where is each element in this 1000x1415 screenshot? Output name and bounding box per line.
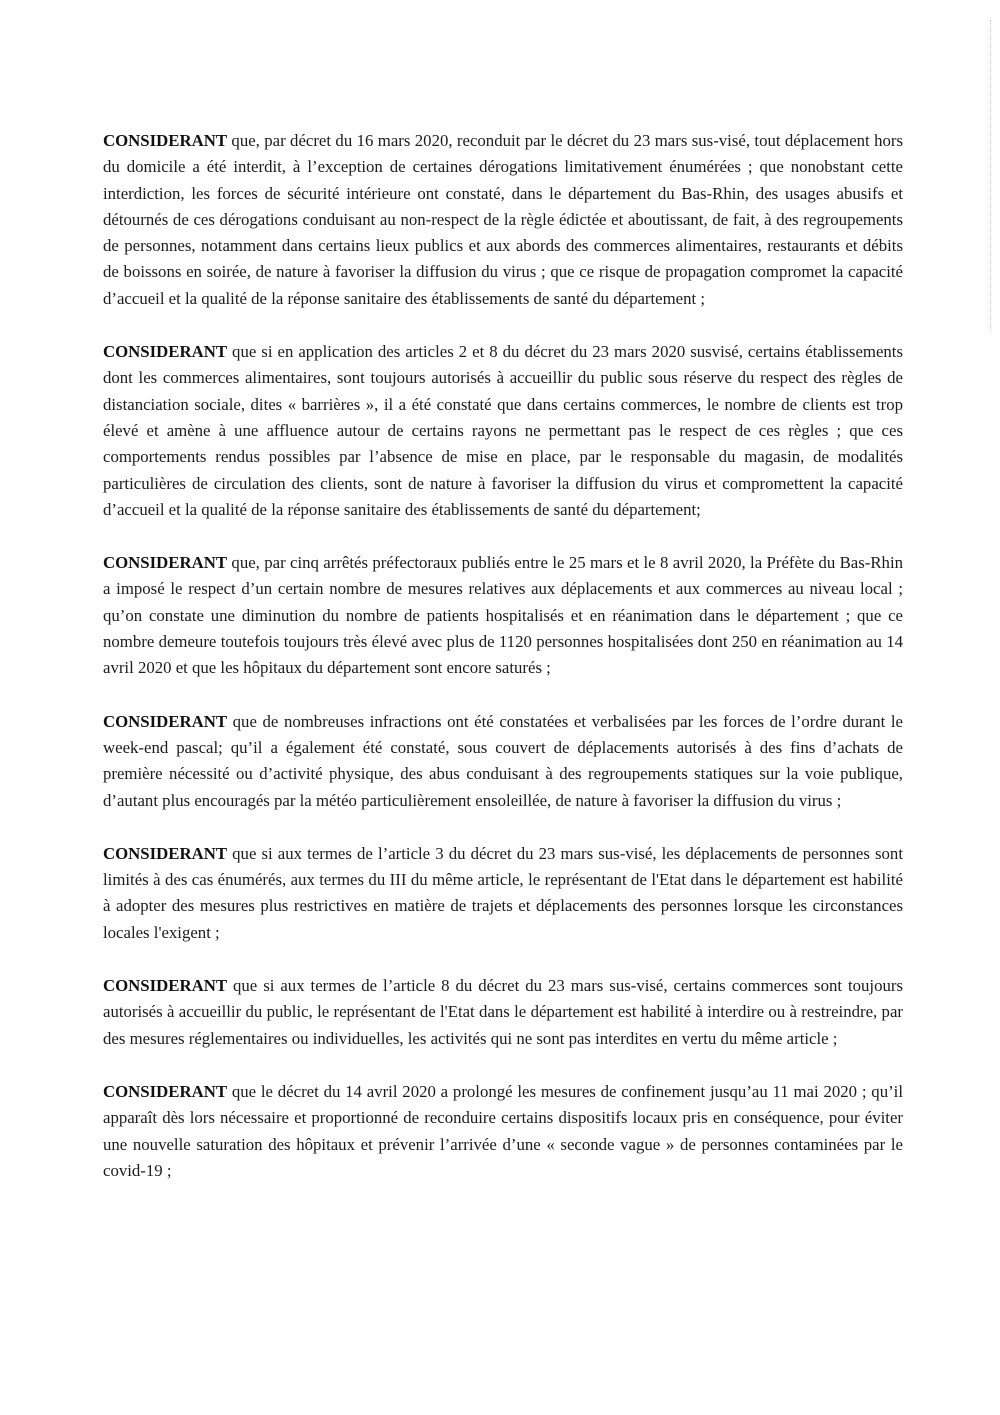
considerant-keyword: CONSIDERANT	[103, 1081, 228, 1101]
document-body	[103, 128, 903, 1211]
considerant-keyword: CONSIDERANT	[103, 843, 228, 863]
paragraph-text: que si en application des articles 2 et 8 du décret du 23 mars 2020 susvisé, certains établissements dont les commerces alimentaires, sont toujours autorisés à accueillir du public sous réserve du respect des règles de distanciation sociale, dites « barrières », il a été constaté que dans certains commerces, le nombre de clients est trop élevé et amène à une affluence autour de certains rayons ne permettant pas le respect de ces règles ; que ces comportements rendus possibles par l’absence de mise en place, par le responsable du magasin, de modalités particulières de circulation des clients, sont de nature à favoriser la diffusion du virus et compromettent la capacité d’accueil et la qualité de la réponse sanitaire des établissements de santé du département;	[103, 342, 903, 519]
paragraph-text: que, par cinq arrêtés préfectoraux publiés entre le 25 mars et le 8 avril 2020, la Préfète du Bas-Rhin a imposé le respect d’un certain nombre de mesures relatives aux déplacements et aux commerces au niveau local ; qu’on constate une diminution du nombre de patients hospitalisés et en réanimation dans le département ; que ce nombre demeure toutefois toujours très élevé avec plus de 1120 personnes hospitalisées dont 250 en réanimation au 14 avril 2020 et que les hôpitaux du département sont encore saturés ;	[103, 553, 903, 678]
paragraph-text: que le décret du 14 avril 2020 a prolongé les mesures de confinement jusqu’au 11 mai 2020 ; qu’il apparaît dès lors nécessaire et proportionné de reconduire certains dispositifs locaux pris en conséquence, pour éviter une nouvelle saturation des hôpitaux et prévenir l’arrivée d’une « seconde vague » de personnes contaminées par le covid-19 ;	[103, 1081, 903, 1180]
scan-edge-artifact	[990, 20, 992, 330]
paragraph-text: que, par décret du 16 mars 2020, reconduit par le décret du 23 mars sus-visé, tout déplacement hors du domicile a été interdit, à l’exception de certaines dérogations limitativement énumérées ; que nonobstant cette interdiction, les forces de sécurité intérieure ont constaté, dans le département du Bas-Rhin, des usages abusifs et détournés de ces dérogations conduisant au non-respect de la règle édictée et aboutissant, de fait, à des regroupements de personnes, notamment dans certains lieux publics et aux abords des commerces alimentaires, restaurants et débits de boissons en soirée, de nature à favoriser la diffusion du virus ; que ce risque de propagation compromet la capacité d’accueil et la qualité de la réponse sanitaire des établissements de santé du département ;	[103, 131, 903, 308]
considerant-keyword: CONSIDERANT	[103, 711, 228, 731]
paragraph-text: que si aux termes de l’article 3 du décret du 23 mars sus-visé, les déplacements de personnes sont limités à des cas énumérés, aux termes du III du même article, le représentant de l'Etat dans le département est habilité à adopter des mesures plus restrictives en matière de trajets et déplacements des personnes lorsque les circonstances locales l'exigent ;	[103, 843, 903, 942]
considerant-paragraph-3	[103, 550, 903, 681]
considerant-paragraph-5	[103, 841, 903, 946]
considerant-paragraph-1	[103, 128, 903, 312]
considerant-keyword: CONSIDERANT	[103, 976, 228, 996]
considerant-keyword: CONSIDERANT	[103, 553, 228, 573]
paragraph-text: que si aux termes de l’article 8 du décret du 23 mars sus-visé, certains commerces sont toujours autorisés à accueillir du public, le représentant de l'Etat dans le département est habilité à interdire ou à restreindre, par des mesures réglementaires ou individuelles, les activités qui ne sont pas interdites en vertu du même article ;	[103, 976, 903, 1048]
considerant-paragraph-4	[103, 709, 903, 814]
considerant-paragraph-6	[103, 973, 903, 1052]
considerant-paragraph-2	[103, 339, 903, 523]
considerant-keyword: CONSIDERANT	[103, 342, 228, 362]
considerant-paragraph-7	[103, 1079, 903, 1184]
considerant-keyword: CONSIDERANT	[103, 131, 228, 150]
paragraph-text: que de nombreuses infractions ont été constatées et verbalisées par les forces de l’ordre durant le week-end pascal; qu’il a également été constaté, sous couvert de déplacements autorisés à des fins d’achats de première nécessité ou d’activité physique, des abus conduisant à des regroupements statiques sur la voie publique, d’autant plus encouragés par la météo particulièrement ensoleillée, de nature à favoriser la diffusion du virus ;	[103, 711, 903, 810]
